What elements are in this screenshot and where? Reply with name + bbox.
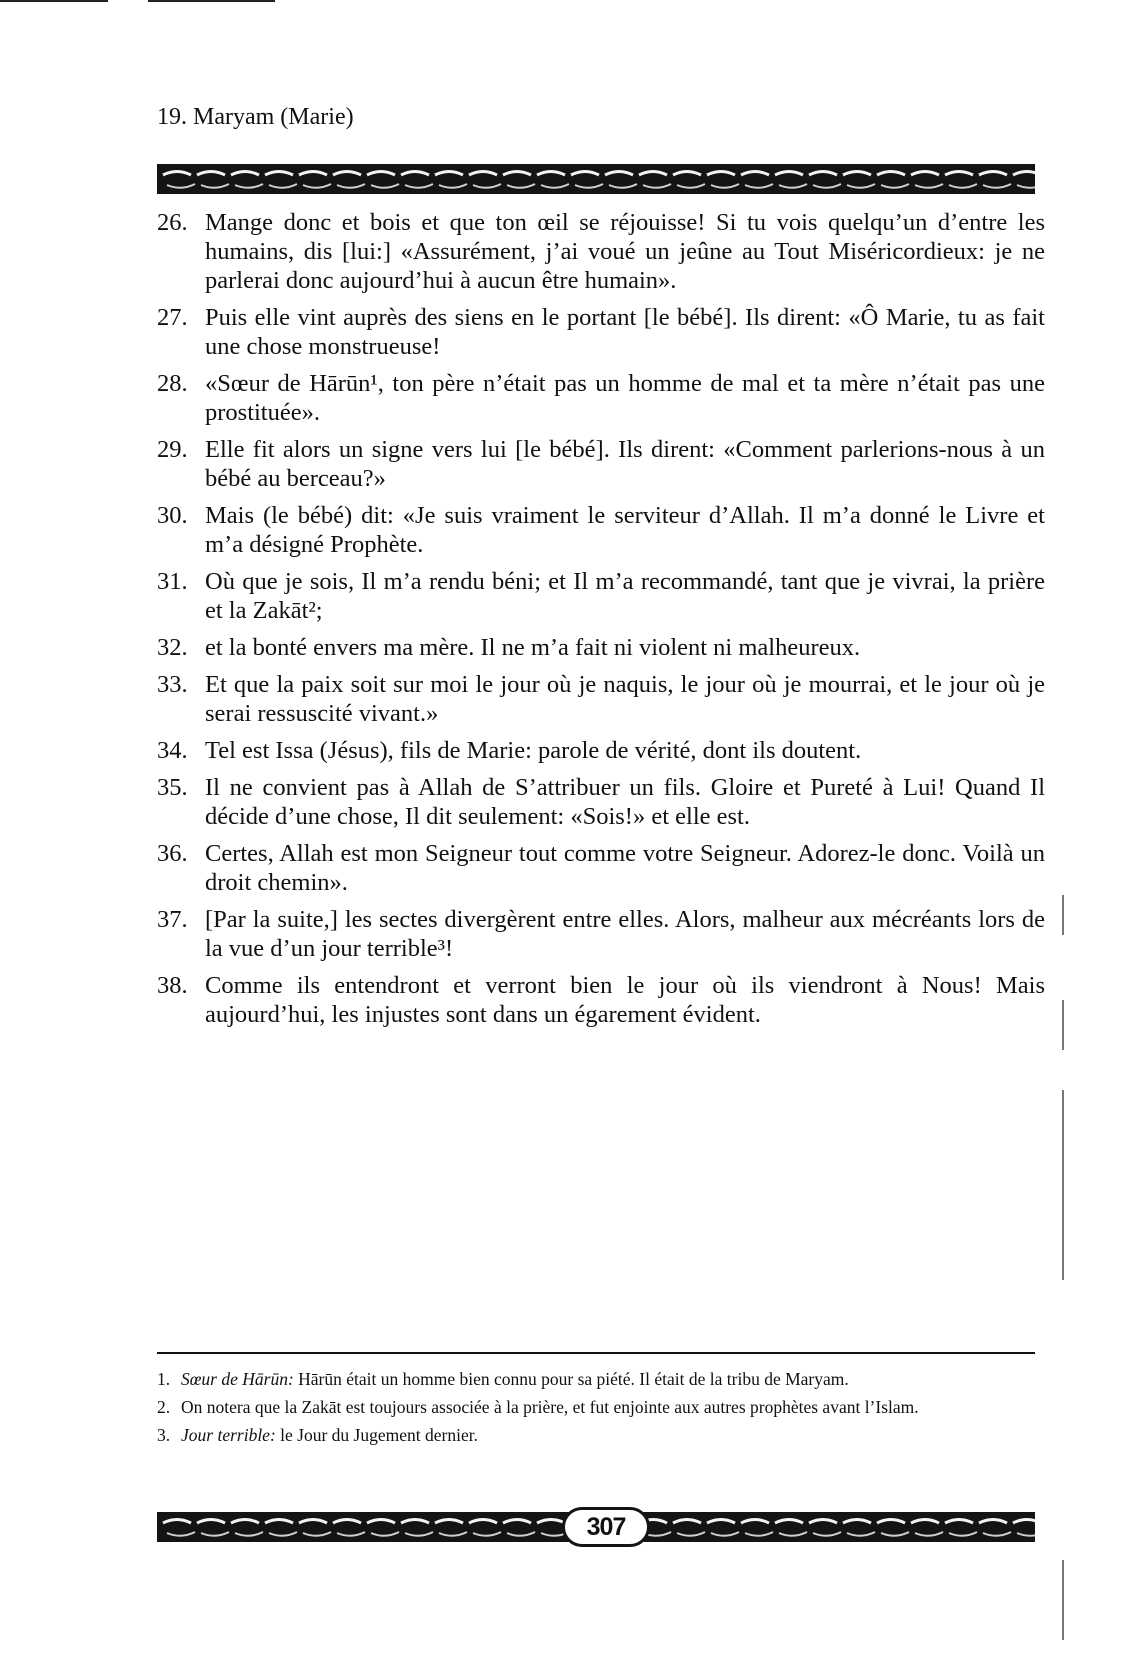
chain-link-bottom [847, 1532, 875, 1536]
verse-text: Où que je sois, Il m’a rendu béni; et Il m’a recommandé, tant que je vivrai, la prière et la Zakāt²; [205, 568, 1045, 624]
verse-33 [157, 670, 1045, 728]
footnote-2 [157, 1396, 1035, 1418]
chain-link-top [877, 172, 905, 176]
footnote-text: Hārūn était un homme bien connu pour sa piété. Il était de la tribu de Maryam. [293, 1369, 849, 1389]
verse-text: [Par la suite,] les sectes divergèrent entre elles. Alors, malheur aux mécréants lors de la vue d’un jour terrible³! [205, 906, 1045, 962]
footnote-text: On notera que la Zakāt est toujours associée à la prière, et fut enjointe aux autres prophètes avant l’Islam. [181, 1397, 919, 1417]
verse-number: 35. [157, 774, 188, 801]
chain-link-bottom [949, 184, 977, 188]
chain-link-top [741, 1520, 769, 1524]
chain-link-top [537, 172, 565, 176]
footnote-list [157, 1368, 1035, 1452]
chain-link-top [299, 172, 327, 176]
chain-link-top [843, 1520, 871, 1524]
verse-text: et la bonté envers ma mère. Il ne m’a fait ni violent ni malheureux. [205, 634, 861, 661]
top-band-pattern [157, 164, 1035, 194]
chain-link-top [435, 172, 463, 176]
chain-link-bottom [983, 1532, 1011, 1536]
chain-link-bottom [881, 184, 909, 188]
scan-edge-mark [1062, 1000, 1064, 1050]
chain-link-bottom [881, 1532, 909, 1536]
verse-text: Il ne convient pas à Allah de S’attribuer un fils. Gloire et Pureté à Lui! Quand Il décide d’une chose, Il dit seulement: «Sois!» et elle est. [205, 774, 1045, 830]
chain-link-bottom [711, 1532, 739, 1536]
chain-link-bottom [541, 184, 569, 188]
chain-link-top [265, 172, 293, 176]
verse-36 [157, 839, 1045, 897]
chain-link-bottom [235, 1532, 263, 1536]
top-edge-gap [108, 0, 148, 2]
chain-link-top [537, 1520, 565, 1524]
chain-link-top [469, 172, 497, 176]
chain-link-bottom [507, 1532, 535, 1536]
verse-26 [157, 208, 1045, 295]
verse-text: «Sœur de Hārūn¹, ton père n’était pas un homme de mal et ta mère n’était pas une prostituée». [205, 370, 1045, 426]
footnote-number: 1. [157, 1369, 171, 1389]
chain-link-top [809, 172, 837, 176]
chain-link-top [231, 172, 259, 176]
chain-link-bottom [915, 1532, 943, 1536]
verse-list [157, 208, 1045, 1037]
chain-link-bottom [609, 184, 637, 188]
verse-number: 31. [157, 568, 188, 595]
chain-link-bottom [745, 1532, 773, 1536]
chain-link-bottom [405, 184, 433, 188]
verse-text: Elle fit alors un signe vers lui [le bébé]. Ils dirent: «Comment parlerions-nous à un bébé au berceau?» [205, 436, 1045, 492]
chain-link-bottom [201, 184, 229, 188]
chain-link-bottom [983, 184, 1011, 188]
verse-text: Et que la paix soit sur moi le jour où je naquis, le jour où je mourrai, et le jour où je serai ressuscité vivant.» [205, 671, 1045, 727]
chain-link-top [367, 1520, 395, 1524]
chain-link-bottom [167, 184, 195, 188]
chain-link-bottom [677, 184, 705, 188]
verse-27 [157, 303, 1045, 361]
verse-number: 37. [157, 906, 188, 933]
chain-link-bottom [337, 1532, 365, 1536]
chain-link-top [673, 1520, 701, 1524]
chain-link-bottom [915, 184, 943, 188]
chain-link-top [163, 172, 191, 176]
verse-37 [157, 905, 1045, 963]
chain-link-top [945, 1520, 973, 1524]
verse-text: Puis elle vint auprès des siens en le portant [le bébé]. Ils dirent: «Ô Marie, tu as fait une chose monstrueuse! [205, 304, 1045, 360]
chain-link-bottom [439, 1532, 467, 1536]
verse-number: 30. [157, 502, 188, 529]
chain-link-top [945, 172, 973, 176]
chain-link-bottom [201, 1532, 229, 1536]
top-ornamental-band [157, 164, 1035, 194]
chain-link-top [911, 172, 939, 176]
footnote-term: Jour terrible: [181, 1425, 276, 1445]
chain-link-top [401, 1520, 429, 1524]
chain-link-bottom [1017, 1532, 1035, 1536]
chain-link-top [333, 1520, 361, 1524]
chain-link-bottom [779, 184, 807, 188]
chain-link-bottom [269, 184, 297, 188]
chain-link-bottom [745, 184, 773, 188]
chain-link-top [979, 1520, 1007, 1524]
scan-edge-mark [1062, 1090, 1064, 1280]
verse-text: Certes, Allah est mon Seigneur tout comme votre Seigneur. Adorez-le donc. Voilà un droit chemin». [205, 840, 1045, 896]
chain-link-top [367, 172, 395, 176]
verse-number: 38. [157, 972, 188, 999]
verse-number: 34. [157, 737, 188, 764]
verse-number: 27. [157, 304, 188, 331]
chain-link-bottom [507, 184, 535, 188]
verse-text: Comme ils entendront et verront bien le jour où ils viendront à Nous! Mais aujourd’hui, les injustes sont dans un égarement évident. [205, 972, 1045, 1028]
verse-number: 36. [157, 840, 188, 867]
chain-link-bottom [575, 184, 603, 188]
verse-38 [157, 971, 1045, 1029]
chain-link-top [707, 172, 735, 176]
chain-link-top [503, 1520, 531, 1524]
chain-link-bottom [439, 184, 467, 188]
chain-link-top [843, 172, 871, 176]
chain-link-top [877, 1520, 905, 1524]
verse-number: 28. [157, 370, 188, 397]
chain-link-bottom [643, 184, 671, 188]
chain-link-bottom [337, 184, 365, 188]
verse-number: 26. [157, 209, 188, 236]
chain-link-bottom [949, 1532, 977, 1536]
chain-link-top [1013, 1520, 1035, 1524]
chain-link-bottom [847, 184, 875, 188]
verse-number: 32. [157, 634, 188, 661]
chain-link-top [197, 172, 225, 176]
chain-link-bottom [473, 184, 501, 188]
footnote-text: le Jour du Jugement dernier. [275, 1425, 478, 1445]
chain-link-top [741, 172, 769, 176]
verse-text: Tel est Issa (Jésus), fils de Marie: parole de vérité, dont ils doutent. [205, 737, 862, 764]
verse-31 [157, 567, 1045, 625]
chain-link-top [197, 1520, 225, 1524]
footnote-1 [157, 1368, 1035, 1390]
chain-link-bottom [1017, 184, 1035, 188]
chain-link-bottom [269, 1532, 297, 1536]
chain-link-top [265, 1520, 293, 1524]
chain-link-bottom [473, 1532, 501, 1536]
verse-number: 29. [157, 436, 188, 463]
footnote-number: 2. [157, 1397, 171, 1417]
chain-link-top [707, 1520, 735, 1524]
scan-edge-mark [1062, 895, 1064, 935]
verse-number: 33. [157, 671, 188, 698]
footnote-number: 3. [157, 1425, 171, 1445]
chain-link-bottom [371, 184, 399, 188]
footnote-3 [157, 1424, 1035, 1446]
chain-link-bottom [303, 184, 331, 188]
chain-link-top [809, 1520, 837, 1524]
chain-link-bottom [677, 1532, 705, 1536]
chain-link-top [1013, 172, 1035, 176]
verse-text: Mais (le bébé) dit: «Je suis vraiment le serviteur d’Allah. Il m’a donné le Livre et m’a désigné Prophète. [205, 502, 1045, 558]
chain-link-top [911, 1520, 939, 1524]
scan-edge-mark [1062, 1560, 1064, 1640]
chain-link-bottom [303, 1532, 331, 1536]
chain-link-bottom [779, 1532, 807, 1536]
chain-link-top [299, 1520, 327, 1524]
chain-link-top [163, 1520, 191, 1524]
chain-link-bottom [235, 184, 263, 188]
chain-link-top [333, 172, 361, 176]
chain-link-top [775, 1520, 803, 1524]
chain-link-top [469, 1520, 497, 1524]
verse-text: Mange donc et bois et que ton œil se réjouisse! Si tu vois quelqu’un d’entre les humains, dis [lui:] «Assurément, j’ai voué un jeûne au Tout Miséricordieux: je ne parlerai donc aujourd’hui à aucun être humain». [205, 209, 1045, 294]
chain-link-top [401, 172, 429, 176]
chain-link-top [435, 1520, 463, 1524]
chain-link-top [979, 172, 1007, 176]
chain-link-top [571, 172, 599, 176]
chain-link-top [639, 172, 667, 176]
verse-32 [157, 633, 1045, 662]
chain-link-top [673, 172, 701, 176]
chain-link-bottom [405, 1532, 433, 1536]
chain-link-top [231, 1520, 259, 1524]
verse-28 [157, 369, 1045, 427]
chain-link-top [775, 172, 803, 176]
chain-link-top [605, 172, 633, 176]
chain-link-bottom [813, 184, 841, 188]
chain-link-bottom [371, 1532, 399, 1536]
chain-link-top [503, 172, 531, 176]
chain-link-bottom [711, 184, 739, 188]
page-number: 307 [562, 1507, 650, 1547]
chain-link-bottom [813, 1532, 841, 1536]
footnote-divider [157, 1352, 1035, 1354]
verse-29 [157, 435, 1045, 493]
page-header-title: 19. Maryam (Marie) [157, 104, 354, 130]
verse-30 [157, 501, 1045, 559]
footnote-term: Sœur de Hārūn: [181, 1369, 294, 1389]
verse-35 [157, 773, 1045, 831]
chain-link-bottom [167, 1532, 195, 1536]
verse-34 [157, 736, 1045, 765]
